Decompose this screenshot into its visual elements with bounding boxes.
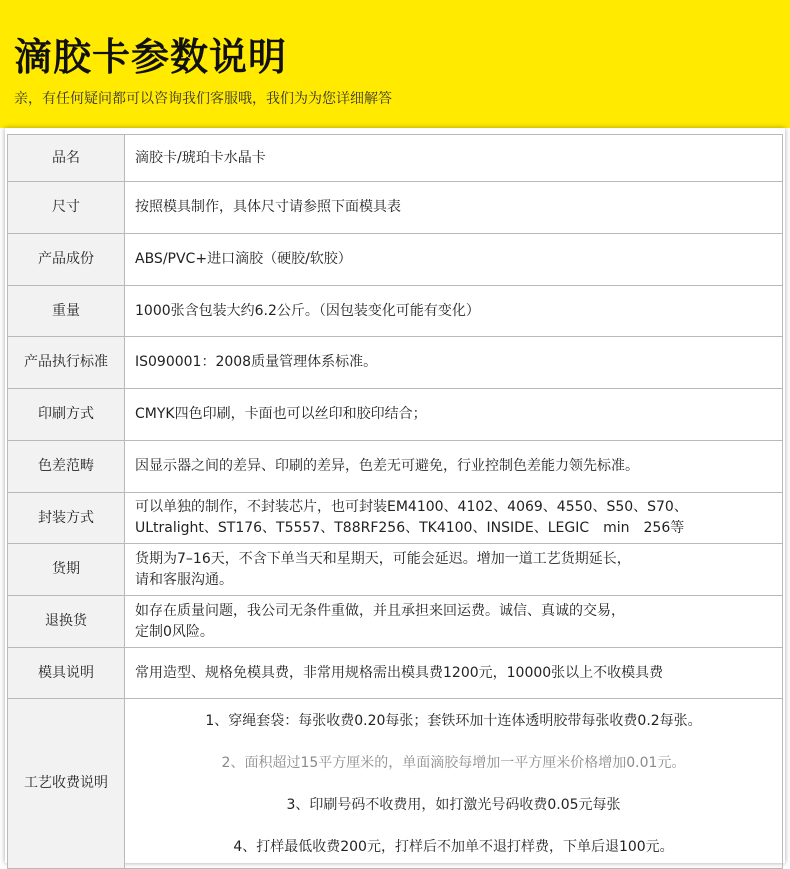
row-value-color-diff: 因显示器之间的差异、印刷的差异，色差无可避免，行业控制色差能力领先标准。 xyxy=(125,441,783,493)
packaging-line-1: 可以单独的制作，不封装芯片，也可封装EM4100、4102、4069、4550、S50、S70、 xyxy=(135,499,688,515)
page-subtitle: 亲，有任何疑问都可以咨询我们客服哦，我们为为您详细解答 xyxy=(14,91,392,107)
table-row xyxy=(8,389,783,441)
table-row xyxy=(8,234,783,286)
delivery-line-2: 请和客服沟通。 xyxy=(135,571,233,588)
row-label-packaging: 封装方式 xyxy=(8,493,125,544)
fee-item-3: 3、印刷号码不收费用，如打激光号码收费0.05元每张 xyxy=(286,796,621,813)
table-row xyxy=(8,135,783,182)
delivery-line-1: 货期为7–16天，不含下单当天和星期天，可能会延迟。增加一道工艺货期延长， xyxy=(135,550,631,567)
row-value-packaging xyxy=(125,493,783,544)
fee-item-1: 1、穿绳套袋：每张收费0.20每张；套铁环加十连体透明胶带每张收费0.2每张。 xyxy=(205,712,702,729)
row-label-weight: 重量 xyxy=(8,286,125,337)
row-label-returns: 退换货 xyxy=(8,596,125,648)
table-row xyxy=(8,441,783,493)
row-label-standard: 产品执行标准 xyxy=(8,337,125,389)
row-value-weight: 1000张含包装大约6.2公斤。（因包装变化可能有变化） xyxy=(125,286,783,337)
header-banner xyxy=(0,0,790,128)
row-value-size: 按照模具制作，具体尺寸请参照下面模具表 xyxy=(125,182,783,234)
returns-line-1: 如存在质量问题，我公司无条件重做，并且承担来回运费。诚信、真诚的交易， xyxy=(135,602,625,619)
row-value-returns xyxy=(125,596,783,648)
table-row xyxy=(8,596,783,648)
spec-table xyxy=(7,134,783,869)
row-value-mold: 常用造型、规格免模具费，非常用规格需出模具费1200元，10000张以上不收模具费 xyxy=(125,648,783,699)
row-label-material: 产品成份 xyxy=(8,234,125,286)
table-row xyxy=(8,493,783,544)
row-value-fees xyxy=(125,699,783,869)
fee-item-2: 2、面积超过15平方厘米的，单面滴胶每增加一平方厘米价格增加0.01元。 xyxy=(221,754,686,771)
row-label-name: 品名 xyxy=(8,135,125,182)
row-label-fees: 工艺收费说明 xyxy=(8,699,125,869)
row-label-delivery: 货期 xyxy=(8,544,125,596)
page-title: 滴胶卡参数说明 xyxy=(14,35,288,79)
table-row xyxy=(8,337,783,389)
table-row xyxy=(8,648,783,699)
packaging-line-2: ULtralight、ST176、T5557、T88RF256、TK4100、INSIDE、LEGIC min 256等 xyxy=(135,520,685,536)
row-value-delivery xyxy=(125,544,783,596)
row-value-material: ABS/PVC+进口滴胶（硬胶/软胶） xyxy=(125,234,783,286)
row-label-printing: 印刷方式 xyxy=(8,389,125,441)
table-row xyxy=(8,182,783,234)
table-row xyxy=(8,544,783,596)
fee-item-4: 4、打样最低收费200元，打样后不加单不退打样费，下单后退100元。 xyxy=(233,838,674,855)
row-label-mold: 模具说明 xyxy=(8,648,125,699)
row-label-color-diff: 色差范畴 xyxy=(8,441,125,493)
row-value-standard: IS090001：2008质量管理体系标准。 xyxy=(125,337,783,389)
row-value-name: 滴胶卡/琥珀卡水晶卡 xyxy=(125,135,783,182)
row-label-size: 尺寸 xyxy=(8,182,125,234)
row-value-printing: CMYK四色印刷，卡面也可以丝印和胶印结合； xyxy=(125,389,783,441)
table-row xyxy=(8,699,783,869)
table-row xyxy=(8,286,783,337)
returns-line-2: 定制0风险。 xyxy=(135,623,214,640)
